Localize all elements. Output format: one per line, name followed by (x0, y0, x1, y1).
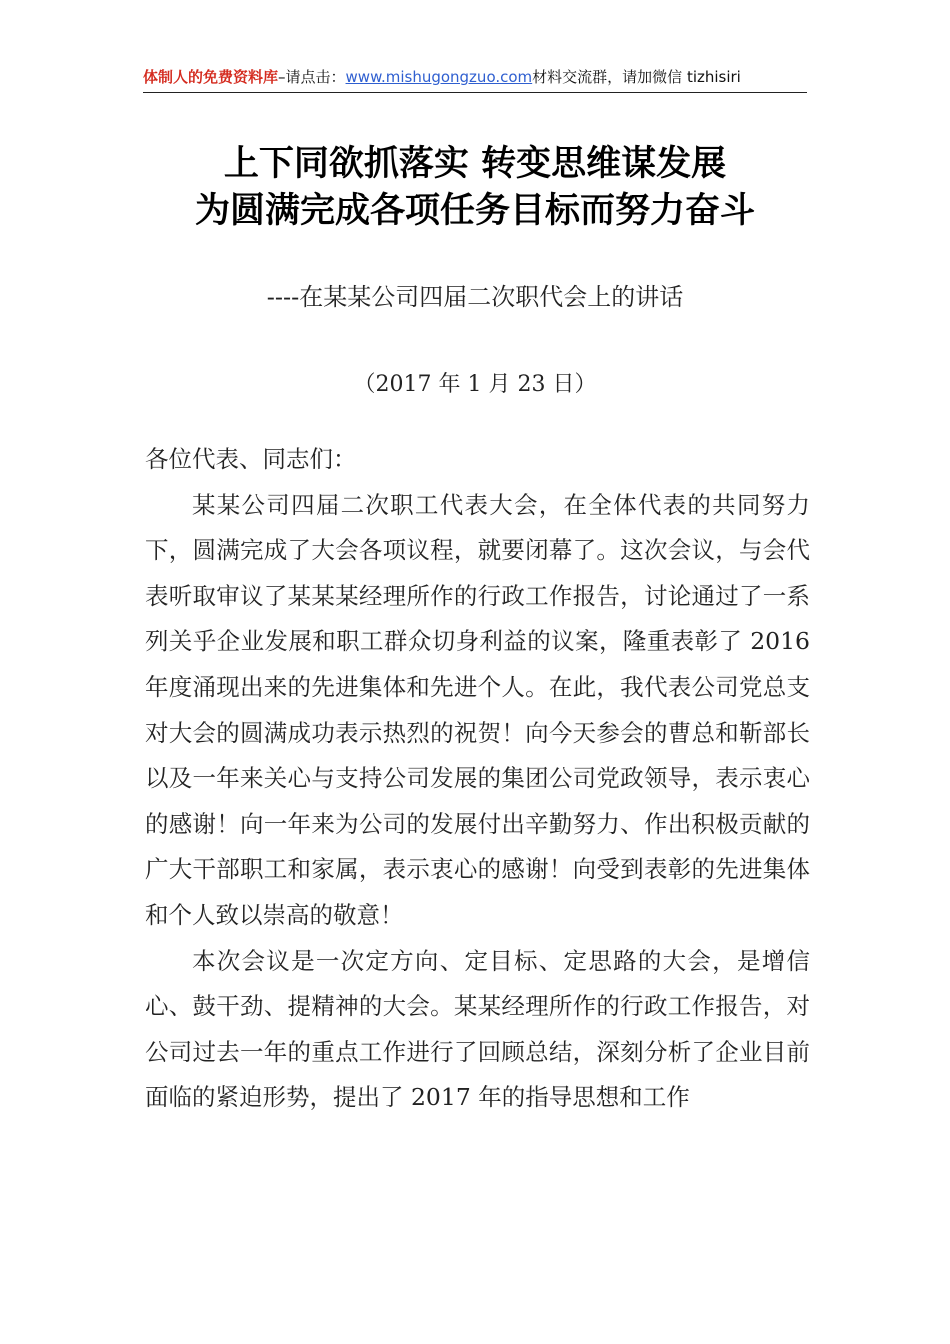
header-site-name: 体制人的免费资料库 (143, 68, 279, 86)
document-date: （2017 年 1 月 23 日） (353, 372, 597, 397)
paragraph-2: 本次会议是一次定方向、定目标、定思路的大会，是增信心、鼓干劲、提精神的大会。某某经理所作的行政工作报告，对公司过去一年的重点工作进行了回顾总结，深刻分析了企业目前面临的紧迫形势，提出了 2017 年的指导思想和工作 (145, 946, 810, 1112)
salutation: 各位代表、同志们： (145, 445, 357, 473)
document-title-line-2: 为圆满完成各项任务目标而努力奋斗 (194, 191, 755, 231)
document-body (145, 437, 810, 1121)
page-header (143, 64, 807, 93)
header-prompt: –请点击： (278, 68, 346, 86)
paragraph-1: 某某公司四届二次职工代表大会，在全体代表的共同努力下，圆满完成了大会各项议程，就要闭幕了。这次会议，与会代表听取审议了某某某经理所作的行政工作报告，讨论通过了一系列关乎企业发展和职工群众切身利益的议案，隆重表彰了 2016 年度涌现出来的先进集体和先进个人。在此，我代表公司党总支对大会的圆满成功表示热烈的祝贺！向今天参会的曹总和靳部长以及一年来关心与支持公司发展的集团公司党政领导，表示衷心的感谢！向一年来为公司的发展付出辛勤努力、作出积极贡献的广大干部职工和家属，表示衷心的感谢！向受到表彰的先进集体和个人致以崇高的敬意！ (145, 490, 810, 929)
document-title-line-1: 上下同欲抓落实 转变思维谋发展 (223, 144, 727, 184)
document-subtitle: ----在某某公司四届二次职代会上的讲话 (266, 283, 684, 311)
header-link[interactable]: www.mishugongzuo.com (345, 68, 533, 86)
header-contact: 材料交流群，请加微信 tizhisiri (532, 68, 741, 86)
